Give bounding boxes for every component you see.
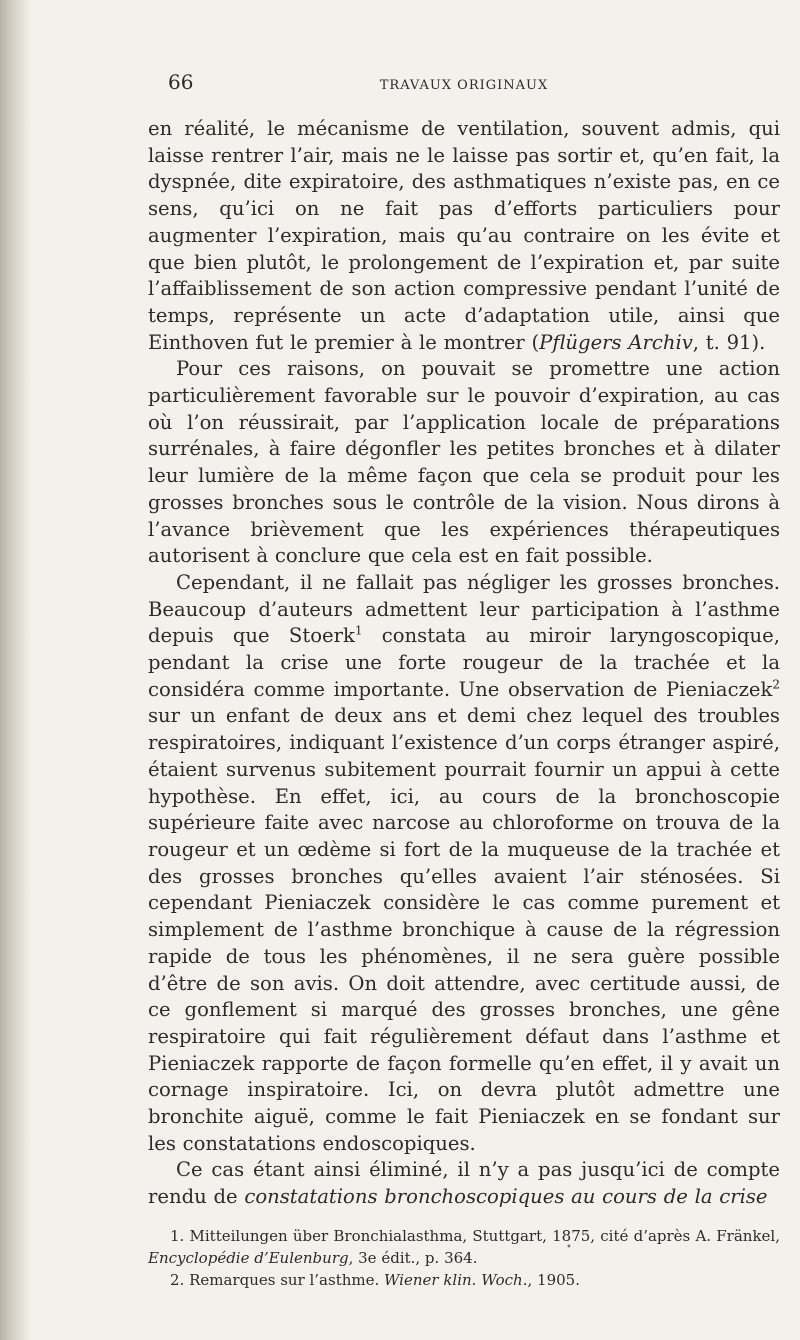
- italic-text: Encyclopédie d’Eulenburg: [148, 1248, 349, 1267]
- print-speck: •: [566, 1242, 572, 1253]
- text-run: Pour ces raisons, on pouvait se promettre une action particulièrement favorable sur le pouvoir d’expiration, au cas où l’on réussirait, par l’application locale de préparations surrénales, à faire dégonfler les petites bronches et à dilater leur lumière de la même façon que cela se produit pour les grosses bronches sous le contrôle de la vision. Nous dirons à l’avance brièvement que les expériences thérapeutiques autorisent à conclure que cela est en fait possible.: [148, 357, 780, 568]
- text-run: , 3e édit., p. 364.: [348, 1248, 478, 1267]
- italic-text: Wiener klin. Woch.: [384, 1270, 528, 1289]
- text-run: 2. Remarques sur l’asthme.: [170, 1270, 385, 1289]
- text-run: Ce cas étant ainsi éliminé, il n’y a pas jusqu’ici de compte rendu de: [148, 1158, 780, 1209]
- text-run: Cependant, il ne fallait pas négliger les grosses bronches. Beaucoup d’auteurs admettent leur participation à l’asthme depuis que Stoerk: [148, 570, 780, 648]
- paragraph: [148, 570, 780, 1157]
- paragraph: [148, 356, 780, 570]
- footnote: [148, 1269, 780, 1291]
- page-number: 66: [168, 70, 194, 94]
- paragraph: [148, 116, 780, 356]
- body-text: [148, 116, 780, 1211]
- text-run: 1. Mitteilungen über Bronchialasthma, Stuttgart, 1875, cité d’après A. Fränkel,: [170, 1226, 780, 1245]
- document-page: [148, 66, 780, 1291]
- page-binding-shadow: [0, 0, 32, 1340]
- text-run: sur un enfant de deux ans et demi chez lequel des troubles respiratoires, indiquant l’existence d’un corps étranger aspiré, étaient survenus subitement pourrait fournir un appui à cette hypothèse. En effet, ici, au cours de la bronchoscopie supérieure faite avec narcose au chloroforme on trouva de la rougeur et un œdème si fort de la muqueuse de la trachée et des grosses bronches qu’elles avaient l’air sténosées. Si cependant Pieniaczek considère le cas comme purement et simplement de l’asthme bronchique à cause de la régression rapide de tous les phénomènes, il ne sera guère possible d’être de son avis. On doit attendre, avec certitude aussi, de ce gonflement si marqué des grosses bronches, une gêne respiratoire qui fait régulièrement défaut dans l’asthme et Pieniaczek rapporte de façon formelle qu’en effet, il y avait un cornage inspiratoire. Ici, on devra plutôt admettre une bronchite aiguë, comme le fait Pieniaczek en se fondant sur les constatations endoscopiques.: [148, 704, 780, 1155]
- footnote: [148, 1225, 780, 1269]
- italic-text: Pflügers Archiv: [539, 330, 693, 354]
- italic-text: constatations bronchoscopiques au cours de la crise: [244, 1185, 768, 1209]
- running-head: TRAVAUX ORIGINAUX: [379, 78, 549, 93]
- footnote-ref: 2: [772, 677, 780, 692]
- paragraph: [148, 1157, 780, 1210]
- footnote-ref: 1: [354, 623, 363, 638]
- text-run: en réalité, le mécanisme de ventilation, souvent admis, qui laisse rentrer l’air, mais ne le laisse pas sortir et, qu’en fait, la dyspnée, dite expiratoire, des asthmatiques n’existe pas, en ce sens, qu’ici on ne fait pas d’efforts particuliers pour augmenter l’expiration, mais qu’au contraire on les évite et que bien plutôt, le prolongement de l’expiration et, par suite l’affaiblissement de son action compressive pendant l’unité de temps, représente un acte d’adaptation utile, ainsi que Einthoven fut le premier à le montrer (: [148, 117, 780, 354]
- text-run: , 1905.: [527, 1270, 580, 1289]
- footnotes: [148, 1225, 780, 1291]
- page-header: [148, 66, 780, 96]
- text-run: , t. 91).: [692, 330, 766, 354]
- text-run: constata au miroir laryngoscopique, pendant la crise une forte rougeur de la trachée et la considéra comme importante. Une observation de Pieniaczek: [148, 624, 781, 701]
